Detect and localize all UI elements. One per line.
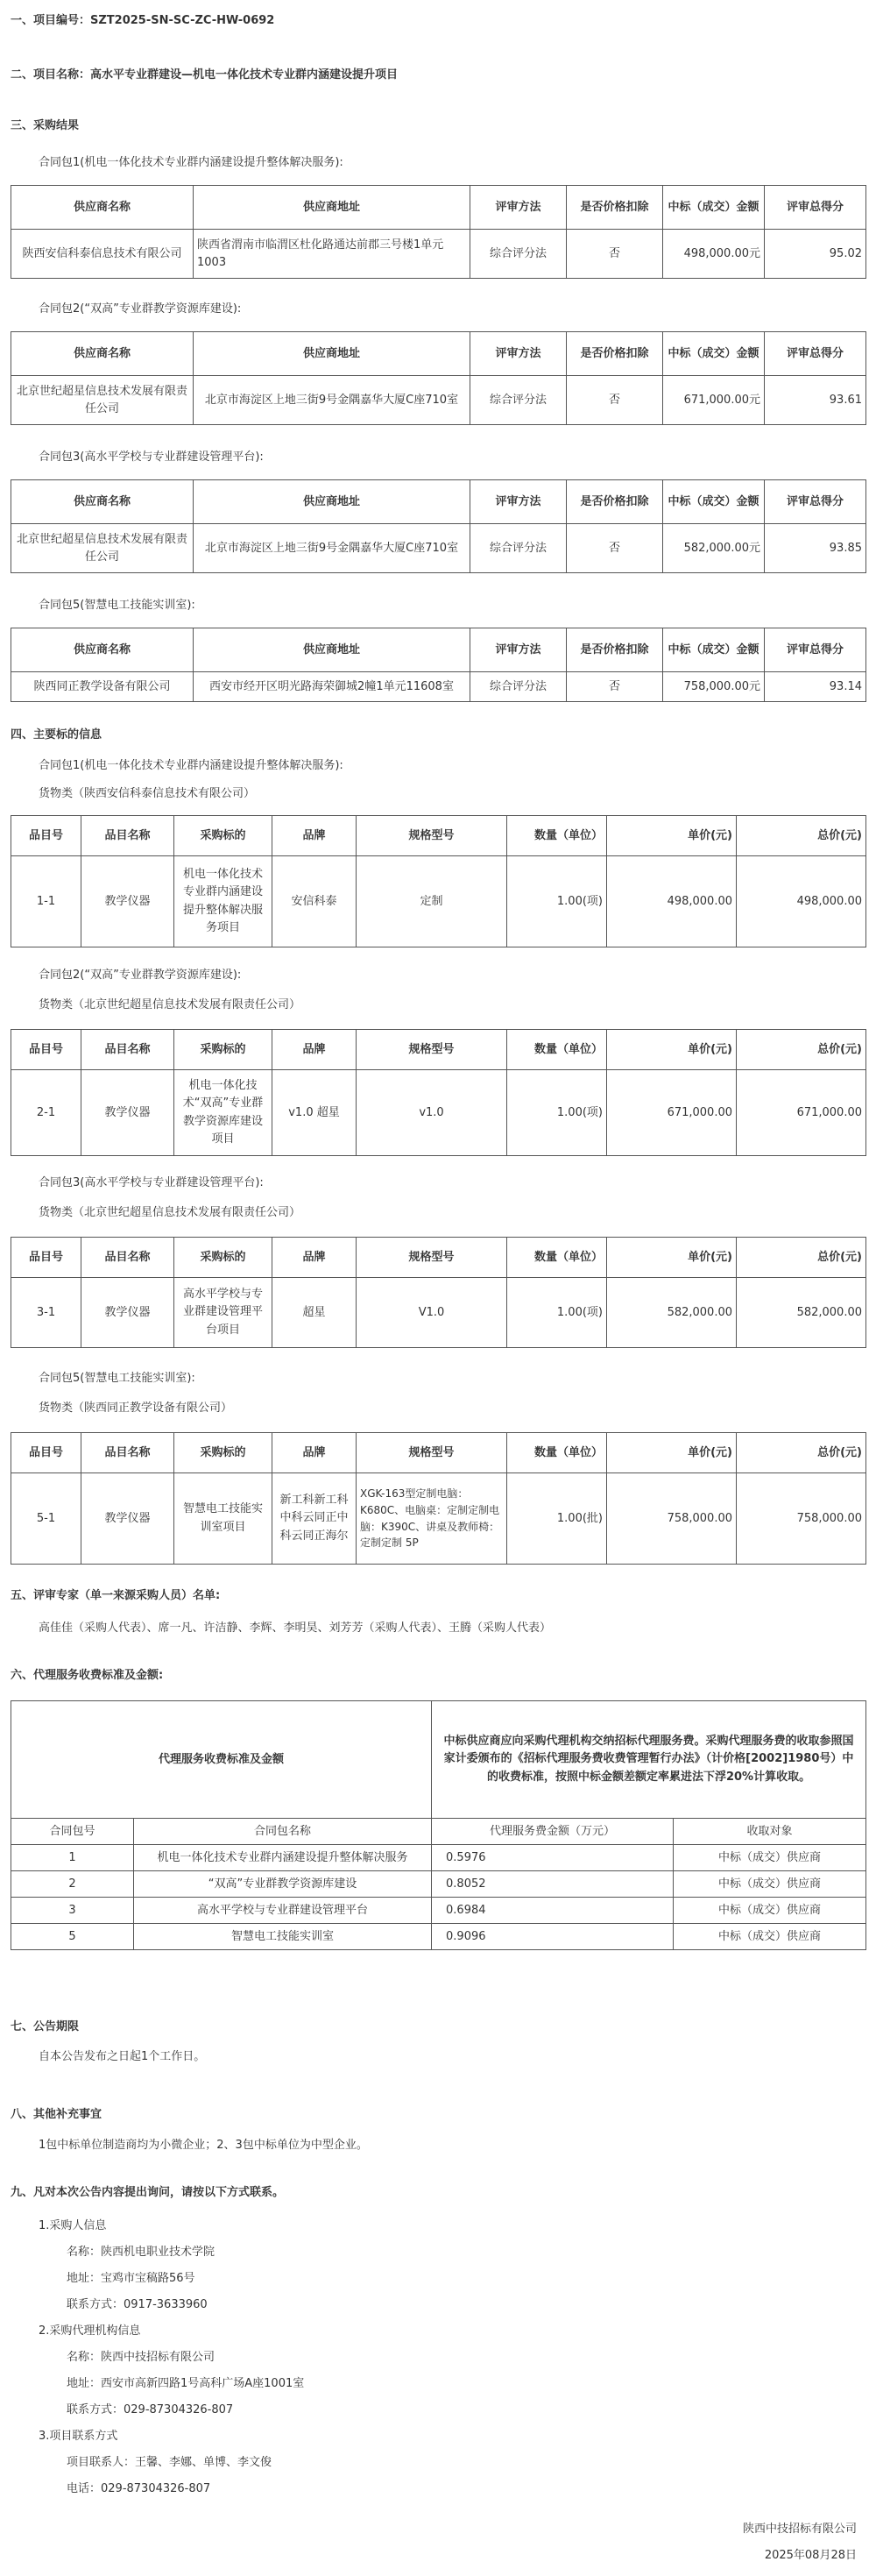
supplier-name: 陕西安信科泰信息技术有限公司 — [11, 230, 194, 279]
col-header: 中标（成交）金额 — [663, 186, 765, 230]
col-header: 品目名称 — [81, 816, 174, 856]
col-header: 总价(元) — [737, 816, 866, 856]
total-score: 93.85 — [765, 524, 866, 573]
purchaser-heading: 1.采购人信息 — [39, 2219, 107, 2232]
col-header: 合同包号 — [11, 1819, 134, 1845]
bid-amount: 671,000.00元 — [663, 376, 765, 425]
expert-list: 高佳佳（采购人代表）、席一凡、许洁静、李辉、李明昊、刘芳芳（采购人代表）、王腾（采购人代表） — [39, 1622, 552, 1635]
fee-target: 中标（成交）供应商 — [674, 1898, 866, 1924]
fee-package-no: 2 — [11, 1871, 134, 1898]
result-package-label: 合同包3(高水平学校与专业群建设管理平台): — [39, 451, 264, 464]
col-header: 是否价格扣除 — [567, 480, 663, 524]
item-price: 498,000.00 — [607, 856, 737, 947]
project-contact-heading: 3.项目联系方式 — [39, 2430, 118, 2443]
fee-package-no: 3 — [11, 1898, 134, 1924]
col-header: 规格型号 — [357, 1433, 507, 1473]
item-category: 教学仪器 — [81, 856, 174, 947]
col-header: 供应商地址 — [194, 332, 470, 376]
col-header: 收取对象 — [674, 1819, 866, 1845]
fee-package-no: 1 — [11, 1845, 134, 1871]
col-header: 供应商地址 — [194, 480, 470, 524]
col-header: 采购标的 — [174, 1238, 272, 1278]
section-8-heading: 八、其他补充事宜 — [11, 2108, 102, 2121]
item-brand: 安信科泰 — [272, 856, 357, 947]
price-deduction: 否 — [567, 230, 663, 279]
item-table-2 — [11, 1029, 866, 1156]
project-contact-persons: 项目联系人：王馨、李娜、单博、李文俊 — [67, 2456, 272, 2469]
notice-period: 自本公告发布之日起1个工作日。 — [39, 2050, 206, 2063]
col-header: 是否价格扣除 — [567, 332, 663, 376]
col-header: 供应商名称 — [11, 332, 194, 376]
fee-target: 中标（成交）供应商 — [674, 1871, 866, 1898]
item-price: 758,000.00 — [607, 1473, 737, 1565]
fee-table — [11, 1700, 866, 1950]
item-category: 教学仪器 — [81, 1473, 174, 1565]
col-header: 评审方法 — [470, 480, 567, 524]
item-package-label: 合同包3(高水平学校与专业群建设管理平台): — [39, 1176, 264, 1189]
result-package-label: 合同包2(“双高”专业群教学资源库建设): — [39, 302, 242, 316]
item-target: 机电一体化技术专业群内涵建设提升整体解决服务项目 — [174, 856, 272, 947]
section-6-heading: 六、代理服务收费标准及金额: — [11, 1669, 164, 1682]
supplier-name: 北京世纪超星信息技术发展有限责任公司 — [11, 524, 194, 573]
col-header: 代理服务费金额（万元） — [432, 1819, 674, 1845]
item-goods-type: 货物类（陕西同正教学设备有限公司） — [39, 1402, 233, 1415]
agency-name: 名称：陕西中技招标有限公司 — [67, 2351, 215, 2364]
result-table-5 — [11, 628, 866, 702]
item-spec: v1.0 — [357, 1070, 507, 1156]
col-header: 品目号 — [11, 816, 81, 856]
supplier-name: 陕西同正教学设备有限公司 — [11, 672, 194, 702]
col-header: 供应商名称 — [11, 628, 194, 672]
col-header: 规格型号 — [357, 1030, 507, 1070]
item-qty: 1.00(项) — [507, 1278, 607, 1348]
supplier-address: 陕西省渭南市临渭区杜化路通达前郡三号楼1单元1003 — [194, 230, 470, 279]
col-header: 采购标的 — [174, 1030, 272, 1070]
item-price: 671,000.00 — [607, 1070, 737, 1156]
item-qty: 1.00(项) — [507, 1070, 607, 1156]
result-table-2 — [11, 331, 866, 425]
item-brand: 新工科新工科中科云同正中科云同正海尔 — [272, 1473, 357, 1565]
item-target: 智慧电工技能实训室项目 — [174, 1473, 272, 1565]
purchaser-name: 名称：陕西机电职业技术学院 — [67, 2246, 215, 2259]
col-header: 单价(元) — [607, 816, 737, 856]
item-package-label: 合同包2(“双高”专业群教学资源库建设): — [39, 969, 242, 982]
fee-package-no: 5 — [11, 1924, 134, 1950]
section-3-heading: 三、采购结果 — [11, 119, 80, 132]
total-score: 93.61 — [765, 376, 866, 425]
col-header: 采购标的 — [174, 816, 272, 856]
agency-heading: 2.采购代理机构信息 — [39, 2324, 141, 2338]
total-score: 93.14 — [765, 672, 866, 702]
col-header: 评审方法 — [470, 332, 567, 376]
item-no: 3-1 — [11, 1278, 81, 1348]
supplementary-text: 1包中标单位制造商均为小微企业；2、3包中标单位为中型企业。 — [39, 2139, 368, 2152]
col-header: 评审总得分 — [765, 480, 866, 524]
col-header: 品牌 — [272, 1030, 357, 1070]
item-price: 582,000.00 — [607, 1278, 737, 1348]
purchaser-phone: 联系方式：0917-3633960 — [67, 2298, 208, 2311]
col-header: 品目号 — [11, 1433, 81, 1473]
col-header: 评审总得分 — [765, 332, 866, 376]
col-header: 品牌 — [272, 816, 357, 856]
fee-amount: 0.6984 — [432, 1898, 674, 1924]
section-4-heading: 四、主要标的信息 — [11, 728, 102, 742]
item-package-label: 合同包5(智慧电工技能实训室): — [39, 1372, 195, 1385]
col-header: 评审方法 — [470, 186, 567, 230]
col-header: 是否价格扣除 — [567, 628, 663, 672]
footer-date: 2025年08月28日 — [764, 2549, 857, 2562]
project-contact-phone: 电话：029-87304326-807 — [67, 2482, 211, 2495]
col-header: 供应商地址 — [194, 628, 470, 672]
item-spec: V1.0 — [357, 1278, 507, 1348]
section-9-heading: 九、凡对本次公告内容提出询问，请按以下方式联系。 — [11, 2186, 285, 2199]
col-header: 评审总得分 — [765, 186, 866, 230]
fee-package-name: 机电一体化技术专业群内涵建设提升整体解决服务 — [134, 1845, 432, 1871]
item-spec: 定制 — [357, 856, 507, 947]
price-deduction: 否 — [567, 376, 663, 425]
item-table-5 — [11, 1432, 866, 1565]
fee-package-name: “双高”专业群教学资源库建设 — [134, 1871, 432, 1898]
item-brand: 超星 — [272, 1278, 357, 1348]
project-name: 二、项目名称：高水平专业群建设—机电一体化技术专业群内涵建设提升项目 — [11, 68, 399, 82]
item-brand: v1.0 超星 — [272, 1070, 357, 1156]
fee-package-name: 智慧电工技能实训室 — [134, 1924, 432, 1950]
section-5-heading: 五、评审专家（单一来源采购人员）名单: — [11, 1589, 221, 1602]
item-table-3 — [11, 1237, 866, 1348]
col-header: 单价(元) — [607, 1030, 737, 1070]
col-header: 中标（成交）金额 — [663, 332, 765, 376]
col-header: 采购标的 — [174, 1433, 272, 1473]
col-header: 中标（成交）金额 — [663, 480, 765, 524]
col-header: 数量（单位） — [507, 1238, 607, 1278]
result-package-label: 合同包1(机电一体化技术专业群内涵建设提升整体解决服务): — [39, 156, 343, 169]
item-total: 758,000.00 — [737, 1473, 866, 1565]
col-header: 总价(元) — [737, 1238, 866, 1278]
supplier-address: 北京市海淀区上地三街9号金隅嘉华大厦C座710室 — [194, 376, 470, 425]
col-header: 供应商名称 — [11, 186, 194, 230]
supplier-address: 北京市海淀区上地三街9号金隅嘉华大厦C座710室 — [194, 524, 470, 573]
col-header: 总价(元) — [737, 1030, 866, 1070]
project-number: 一、项目编号：SZT2025-SN-SC-ZC-HW-0692 — [11, 14, 275, 27]
item-target: 高水平学校与专业群建设管理平台项目 — [174, 1278, 272, 1348]
item-spec: XGK-163型定制电脑：K680C、电脑桌：定制定制电脑：K390C、讲桌及教师椅：定制定制 5P — [357, 1473, 507, 1565]
bid-amount: 758,000.00元 — [663, 672, 765, 702]
col-header: 评审方法 — [470, 628, 567, 672]
item-goods-type: 货物类（北京世纪超星信息技术发展有限责任公司） — [39, 998, 301, 1011]
col-header: 评审总得分 — [765, 628, 866, 672]
col-header: 品目号 — [11, 1030, 81, 1070]
col-header: 总价(元) — [737, 1433, 866, 1473]
col-header: 规格型号 — [357, 1238, 507, 1278]
item-category: 教学仪器 — [81, 1278, 174, 1348]
col-header: 品牌 — [272, 1238, 357, 1278]
item-total: 582,000.00 — [737, 1278, 866, 1348]
col-header: 数量（单位） — [507, 1433, 607, 1473]
result-table-3 — [11, 479, 866, 573]
item-goods-type: 货物类（北京世纪超星信息技术发展有限责任公司） — [39, 1206, 301, 1219]
price-deduction: 否 — [567, 524, 663, 573]
col-header: 规格型号 — [357, 816, 507, 856]
col-header: 数量（单位） — [507, 1030, 607, 1070]
fee-package-name: 高水平学校与专业群建设管理平台 — [134, 1898, 432, 1924]
review-method: 综合评分法 — [470, 524, 567, 573]
col-header: 供应商地址 — [194, 186, 470, 230]
total-score: 95.02 — [765, 230, 866, 279]
item-no: 1-1 — [11, 856, 81, 947]
item-total: 498,000.00 — [737, 856, 866, 947]
agency-address: 地址：西安市高新四路1号高科广场A座1001室 — [67, 2377, 305, 2390]
fee-target: 中标（成交）供应商 — [674, 1924, 866, 1950]
col-header: 单价(元) — [607, 1238, 737, 1278]
agency-phone: 联系方式：029-87304326-807 — [67, 2403, 234, 2416]
col-header: 数量（单位） — [507, 816, 607, 856]
bid-amount: 498,000.00元 — [663, 230, 765, 279]
fee-amount: 0.5976 — [432, 1845, 674, 1871]
item-category: 教学仪器 — [81, 1070, 174, 1156]
item-qty: 1.00(批) — [507, 1473, 607, 1565]
supplier-name: 北京世纪超星信息技术发展有限责任公司 — [11, 376, 194, 425]
col-header: 品目号 — [11, 1238, 81, 1278]
item-qty: 1.00(项) — [507, 856, 607, 947]
item-package-label: 合同包1(机电一体化技术专业群内涵建设提升整体解决服务): — [39, 759, 343, 772]
col-header: 品牌 — [272, 1433, 357, 1473]
review-method: 综合评分法 — [470, 376, 567, 425]
fee-amount: 0.8052 — [432, 1871, 674, 1898]
col-header: 单价(元) — [607, 1433, 737, 1473]
col-header: 中标（成交）金额 — [663, 628, 765, 672]
review-method: 综合评分法 — [470, 230, 567, 279]
item-no: 2-1 — [11, 1070, 81, 1156]
result-table-1 — [11, 185, 866, 279]
purchaser-address: 地址：宝鸡市宝稿路56号 — [67, 2272, 195, 2285]
section-7-heading: 七、公告期限 — [11, 2020, 80, 2033]
item-goods-type: 货物类（陕西安信科泰信息技术有限公司） — [39, 787, 256, 800]
fee-standard-label: 代理服务收费标准及金额 — [11, 1701, 432, 1819]
result-package-label: 合同包5(智慧电工技能实训室): — [39, 599, 195, 612]
col-header: 是否价格扣除 — [567, 186, 663, 230]
fee-amount: 0.9096 — [432, 1924, 674, 1950]
item-table-1 — [11, 815, 866, 947]
col-header: 合同包名称 — [134, 1819, 432, 1845]
price-deduction: 否 — [567, 672, 663, 702]
supplier-address: 西安市经开区明光路海荣御城2幢1单元11608室 — [194, 672, 470, 702]
item-target: 机电一体化技术“双高”专业群教学资源库建设项目 — [174, 1070, 272, 1156]
fee-target: 中标（成交）供应商 — [674, 1845, 866, 1871]
bid-amount: 582,000.00元 — [663, 524, 765, 573]
item-total: 671,000.00 — [737, 1070, 866, 1156]
review-method: 综合评分法 — [470, 672, 567, 702]
footer-organization: 陕西中技招标有限公司 — [742, 2523, 857, 2536]
col-header: 供应商名称 — [11, 480, 194, 524]
item-no: 5-1 — [11, 1473, 81, 1565]
col-header: 品目名称 — [81, 1433, 174, 1473]
col-header: 品目名称 — [81, 1238, 174, 1278]
col-header: 品目名称 — [81, 1030, 174, 1070]
fee-standard-text: 中标供应商应向采购代理机构交纳招标代理服务费。采购代理服务费的收取参照国家计委颁布的《招标代理服务费收费管理暂行办法》（计价格[2002]1980号）中的收费标准，按照中标金额差额定率累进法下浮20%计算收取。 — [432, 1701, 866, 1819]
